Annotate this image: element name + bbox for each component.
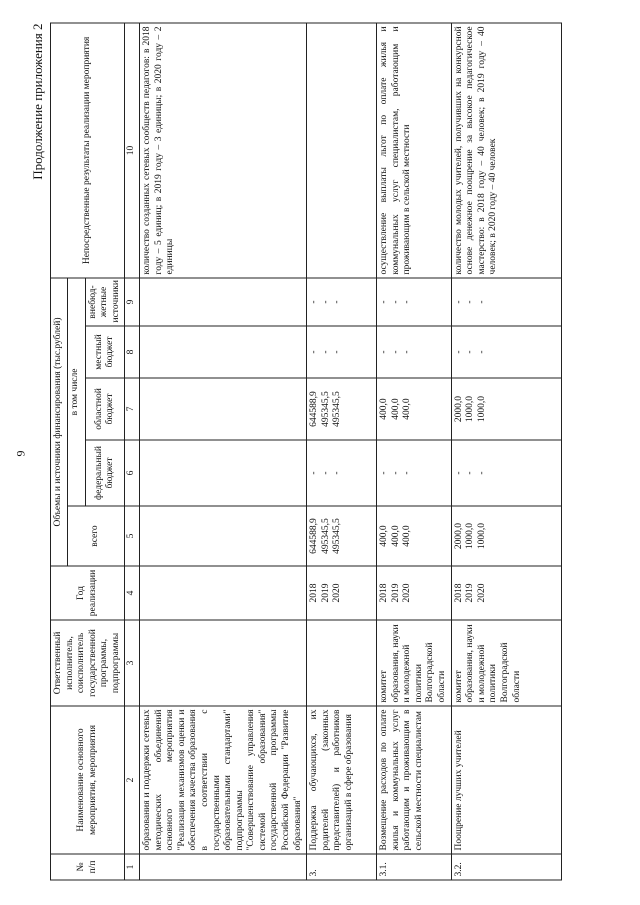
- extrabudget-value: -: [379, 300, 390, 304]
- table-row: [377, 23, 451, 880]
- row-regional: [377, 378, 451, 440]
- col-number: 7: [125, 378, 140, 440]
- row-federal: [451, 440, 561, 506]
- table-row: [307, 23, 377, 880]
- extrabudget-value: -: [320, 300, 331, 304]
- table-row: [451, 23, 561, 880]
- row-num: 3.: [307, 854, 377, 880]
- local-value: -: [320, 350, 331, 354]
- local-value: -: [309, 350, 320, 354]
- federal-value: -: [379, 471, 390, 475]
- local-value: -: [390, 350, 401, 354]
- header-funding: Объемы и источники финансирования (тыс.рублей): [51, 278, 68, 566]
- row-federal: [307, 440, 377, 506]
- regional-value: 400,0: [390, 398, 401, 420]
- col-number: 1: [125, 854, 140, 880]
- row-executor: комитет образования, науки и молодежной политики Волгоградской области: [451, 620, 561, 706]
- federal-value: -: [465, 471, 476, 475]
- total-value: 1000,0: [465, 522, 476, 550]
- row-num: 3.1.: [377, 854, 451, 880]
- col-number: 6: [125, 440, 140, 506]
- col-number: 10: [125, 23, 140, 278]
- row-regional: [451, 378, 561, 440]
- row-federal: [140, 440, 307, 506]
- year-value: 2018: [309, 583, 320, 603]
- federal-value: -: [453, 471, 464, 475]
- extrabudget-value: -: [390, 300, 401, 304]
- header-including: в том числе: [67, 278, 85, 506]
- extrabudget-value: -: [402, 300, 413, 304]
- total-value: 2000,0: [453, 522, 464, 550]
- regional-value: 1000,0: [476, 395, 487, 423]
- local-value: -: [453, 350, 464, 354]
- row-result: количество молодых учителей, получивших на конкурсной основе денежное поощрение за высокое педагогическое мастерство: в 2018 году – 40 человек; в 2019 году – 40 человек; в 2020 году – 40 человек: [451, 23, 561, 278]
- header-regional: областной бюджет: [85, 378, 125, 440]
- regional-value: 1000,0: [465, 395, 476, 423]
- row-name: Возмещение расходов по оплате жилья и коммунальных услуг работающим и проживающим в сельской местности специалистам: [377, 706, 451, 854]
- regional-value: 2000,0: [453, 395, 464, 423]
- header-federal: федеральный бюджет: [85, 440, 125, 506]
- local-value: -: [332, 350, 343, 354]
- program-table: [50, 22, 562, 880]
- extrabudget-value: -: [476, 300, 487, 304]
- row-executor: [140, 620, 307, 706]
- federal-value: -: [476, 471, 487, 475]
- page-number: 9: [13, 450, 28, 457]
- regional-value: 400,0: [402, 398, 413, 420]
- total-value: 400,0: [402, 525, 413, 547]
- row-result: осуществление выплаты льгот по оплате жилья и коммунальных услуг специалистам, работающим и проживающим в сельской местности: [377, 23, 451, 278]
- header-executor: Ответственный исполнитель, соисполнитель государственной программы, подпрограммы: [51, 620, 125, 706]
- row-extrabudget: [451, 278, 561, 326]
- row-years: [451, 566, 561, 620]
- year-value: 2020: [332, 583, 343, 603]
- extrabudget-value: -: [453, 300, 464, 304]
- row-executor: комитет образования, науки и молодежной политики Волгоградской области: [377, 620, 451, 706]
- extrabudget-value: -: [309, 300, 320, 304]
- row-result: количество созданных сетевых сообществ педагогов: в 2018 году – 5 единиц; в 2019 году – 3 единицы; в 2020 году – 2 единицы: [140, 23, 307, 278]
- row-years: [377, 566, 451, 620]
- total-value: 400,0: [379, 525, 390, 547]
- header-row-1: [51, 23, 68, 880]
- year-value: 2019: [390, 583, 401, 603]
- federal-value: -: [309, 471, 320, 475]
- header-result: Непосредственные результаты реализации мероприятия: [51, 23, 125, 278]
- row-local: [307, 326, 377, 378]
- total-value: 495345,5: [332, 518, 343, 554]
- row-extrabudget: [140, 278, 307, 326]
- row-result: [307, 23, 377, 278]
- extrabudget-value: -: [465, 300, 476, 304]
- total-value: 495345,5: [320, 518, 331, 554]
- table-row: [140, 23, 307, 880]
- row-regional: [307, 378, 377, 440]
- row-executor: [307, 620, 377, 706]
- year-value: 2020: [476, 583, 487, 603]
- header-local: местный бюджет: [85, 326, 125, 378]
- header-name: Наименование основного мероприятия, мероприятия: [51, 706, 125, 854]
- year-value: 2018: [379, 583, 390, 603]
- regional-value: 495345,5: [320, 391, 331, 427]
- col-number: 3: [125, 620, 140, 706]
- row-years: [140, 566, 307, 620]
- row-federal: [377, 440, 451, 506]
- row-name: Поощрение лучших учителей: [451, 706, 561, 854]
- federal-value: -: [390, 471, 401, 475]
- year-value: 2018: [453, 583, 464, 603]
- row-local: [377, 326, 451, 378]
- col-number: 5: [125, 506, 140, 566]
- row-total: [451, 506, 561, 566]
- year-value: 2019: [465, 583, 476, 603]
- row-num: 3.2.: [451, 854, 561, 880]
- row-name: образования и поддержки сетевых методических объединений основного мероприятия "Реализация механизмов оценки и обеспечения качества образования в соответствии с государственными образовательными стандартами" подпрограммы "Совершенствование управления системой образования" государственной программы Российской Федерации "Развитие образования": [140, 706, 307, 854]
- year-value: 2020: [402, 583, 413, 603]
- col-number: 2: [125, 706, 140, 854]
- total-value: 1000,0: [476, 522, 487, 550]
- local-value: -: [465, 350, 476, 354]
- local-value: -: [402, 350, 413, 354]
- row-extrabudget: [307, 278, 377, 326]
- row-total: [377, 506, 451, 566]
- col-number: 8: [125, 326, 140, 378]
- continuation-title: Продолжение приложения 2: [30, 23, 45, 180]
- year-value: 2019: [320, 583, 331, 603]
- header-total: всего: [67, 506, 125, 566]
- col-number: 9: [125, 278, 140, 326]
- federal-value: -: [402, 471, 413, 475]
- header-extrabudget: внебюд-жетные источники: [85, 278, 125, 326]
- regional-value: 644588,9: [309, 391, 320, 427]
- federal-value: -: [332, 471, 343, 475]
- row-total: [140, 506, 307, 566]
- total-value: 644588,9: [309, 518, 320, 554]
- local-value: -: [379, 350, 390, 354]
- row-num: [140, 854, 307, 880]
- regional-value: 400,0: [379, 398, 390, 420]
- federal-value: -: [320, 471, 331, 475]
- extrabudget-value: -: [332, 300, 343, 304]
- row-years: [307, 566, 377, 620]
- row-extrabudget: [377, 278, 451, 326]
- regional-value: 495345,5: [332, 391, 343, 427]
- column-number-row: [125, 23, 140, 880]
- local-value: -: [476, 350, 487, 354]
- rotated-document: [30, 24, 610, 881]
- row-local: [451, 326, 561, 378]
- row-local: [140, 326, 307, 378]
- row-name: Поддержка обучающихся, их родителей (законных представителей) и работников организаций в сфере образования: [307, 706, 377, 854]
- col-number: 4: [125, 566, 140, 620]
- header-num: № п/п: [51, 854, 125, 880]
- row-regional: [140, 378, 307, 440]
- total-value: 400,0: [390, 525, 401, 547]
- row-total: [307, 506, 377, 566]
- header-year: Год реализации: [51, 566, 125, 620]
